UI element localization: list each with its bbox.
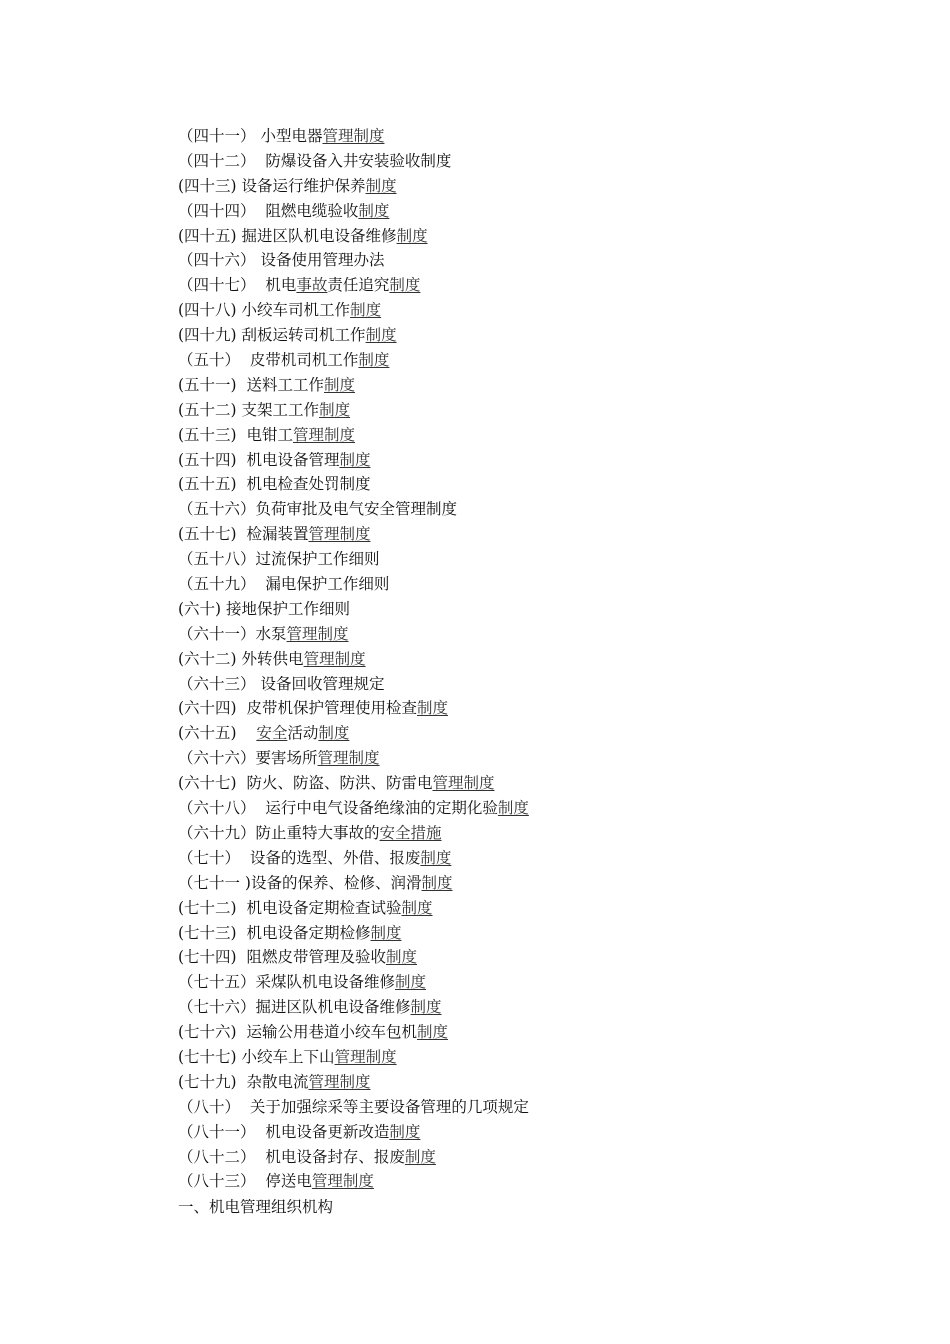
toc-item — [178, 1070, 529, 1095]
toc-item-number: （七十） — [178, 848, 241, 867]
toc-item-number: （五十九） — [178, 575, 256, 594]
toc-item-link[interactable]: 制度 — [410, 998, 442, 1017]
toc-item-spacer — [256, 152, 266, 170]
toc-item — [178, 497, 529, 522]
toc-item-text: 水泵 — [255, 624, 287, 643]
toc-item-number: （六十六） — [178, 749, 256, 768]
toc-item-number: (四十三) — [178, 176, 237, 195]
toc-item — [178, 696, 529, 721]
toc-item-number: （四十四） — [178, 201, 256, 220]
toc-item-link[interactable]: 管理制度 — [334, 1047, 397, 1066]
toc-item-number: （七十六） — [178, 998, 256, 1017]
toc-item-link[interactable]: 制度 — [389, 1122, 421, 1141]
toc-item — [178, 945, 529, 970]
toc-item-link[interactable]: 制度 — [396, 226, 428, 245]
toc-item-text: 阻燃电缆验收 — [265, 201, 359, 220]
toc-item-spacer — [256, 1148, 266, 1166]
toc-item-spacer — [240, 849, 250, 867]
toc-item — [178, 846, 529, 871]
toc-item-text: 停送电 — [265, 1172, 312, 1191]
toc-item — [178, 323, 529, 348]
toc-item-text: 机电设备封存、报废 — [265, 1147, 405, 1166]
toc-item-link[interactable]: 制度 — [421, 873, 453, 892]
toc-item-text: 设备的保养、检修、润滑 — [250, 873, 422, 892]
toc-item-spacer — [256, 799, 266, 817]
toc-item — [178, 298, 529, 323]
toc-item-text: 小绞车上下山 — [241, 1047, 335, 1066]
toc-item-text: 小型电器 — [260, 127, 323, 145]
toc-item-spacer — [237, 376, 247, 394]
toc-item-number: (六十七) — [178, 774, 237, 793]
toc-item-spacer — [237, 724, 257, 742]
toc-item-spacer — [237, 774, 247, 792]
toc-item — [178, 896, 529, 921]
toc-item-link[interactable]: 制度 — [339, 450, 371, 469]
toc-item-text: 外转供电 — [241, 649, 304, 668]
toc-item — [178, 1095, 529, 1120]
toc-item — [178, 597, 529, 622]
toc-item — [178, 522, 529, 547]
toc-item — [178, 124, 529, 149]
toc-item-number: （六十九） — [178, 823, 256, 842]
toc-item-spacer — [240, 1098, 250, 1116]
toc-item-link[interactable]: 管理制度 — [311, 1172, 374, 1191]
toc-item-text: 小绞车司机工作 — [241, 301, 351, 320]
toc-item-number: (五十五) — [178, 475, 237, 494]
toc-item — [178, 622, 529, 647]
toc-item-link[interactable]: 管理制度 — [308, 525, 371, 544]
toc-item-number: （六十八） — [178, 799, 256, 818]
toc-item — [178, 174, 529, 199]
toc-item-text: 掘进区队机电设备维修 — [241, 226, 397, 245]
toc-item — [178, 1169, 529, 1194]
toc-item-spacer — [237, 1073, 247, 1091]
toc-item-text: 支架工工作 — [241, 400, 320, 419]
toc-item-link[interactable]: 管理制度 — [303, 649, 366, 668]
toc-item-spacer — [237, 699, 247, 717]
toc-item-text: 皮带机保护管理使用检查 — [246, 699, 417, 718]
toc-item-spacer — [237, 475, 247, 493]
toc-item-text: 机电设备定期检修 — [246, 923, 371, 942]
toc-item-text: 电钳工 — [246, 425, 293, 444]
toc-item — [178, 1120, 529, 1145]
section-heading: 一、机电管理组织机构 — [178, 1198, 334, 1216]
toc-item — [178, 423, 529, 448]
toc-item — [178, 273, 529, 298]
toc-item-text: 设备的选型、外借、报废 — [249, 848, 421, 867]
toc-item — [178, 771, 529, 796]
toc-item-link[interactable]: 制度 — [416, 699, 448, 718]
toc-item-link[interactable]: 制度 — [420, 848, 452, 867]
toc-item — [178, 1045, 529, 1070]
toc-item-number: （七十一 ) — [178, 873, 251, 892]
toc-item-number: （八十三） — [178, 1172, 256, 1191]
toc-item-number: (七十三) — [178, 923, 237, 942]
toc-item-text: 设备使用管理办法 — [260, 251, 385, 270]
toc-item — [178, 224, 529, 249]
toc-item-text: 防爆设备入井安装验收制度 — [265, 151, 452, 170]
toc-item-spacer — [237, 451, 247, 469]
toc-item — [178, 472, 529, 497]
toc-item-link[interactable]: 管理制度 — [317, 749, 380, 768]
toc-item-number: （五十八） — [178, 550, 256, 569]
toc-item-spacer — [256, 575, 266, 593]
toc-item-text: 责任追究 — [327, 276, 390, 295]
toc-item — [178, 921, 529, 946]
toc-item — [178, 995, 529, 1020]
toc-item-number: (四十九) — [178, 326, 237, 345]
toc-item-text: 掘进区队机电设备维修 — [255, 998, 411, 1017]
toc-item-text: 采煤队机电设备维修 — [255, 973, 396, 992]
toc-item-number: （七十五） — [178, 973, 256, 992]
toc-item-spacer — [240, 351, 250, 369]
toc-item — [178, 647, 529, 672]
toc-item-number: （八十二） — [178, 1147, 256, 1166]
toc-item — [178, 448, 529, 473]
toc-item-number: (六十五) — [178, 724, 237, 743]
toc-item-number: (七十四) — [178, 948, 237, 967]
toc-item-link[interactable]: 管理制度 — [322, 127, 385, 145]
toc-item-number: （六十一） — [178, 624, 256, 643]
toc-item — [178, 871, 529, 896]
table-of-contents — [178, 124, 529, 1194]
toc-item — [178, 248, 529, 273]
toc-item-number: （四十二） — [178, 151, 256, 170]
toc-item — [178, 398, 529, 423]
toc-item-text: 要害场所 — [255, 749, 318, 768]
toc-item-link[interactable]: 制度 — [318, 724, 350, 743]
toc-item — [178, 970, 529, 995]
toc-item-text: 负荷审批及电气安全管理制度 — [255, 500, 458, 519]
toc-item-link[interactable]: 制度 — [350, 301, 382, 320]
toc-item-link[interactable]: 安全 — [256, 724, 288, 743]
toc-item — [178, 373, 529, 398]
toc-item-text: 接地保护工作细则 — [226, 599, 351, 618]
toc-item-link[interactable]: 制度 — [365, 176, 397, 195]
toc-item-text: 运输公用巷道小绞车包机 — [246, 1023, 417, 1042]
toc-item-number: （八十一） — [178, 1122, 256, 1141]
toc-item-link[interactable]: 管理制度 — [292, 425, 355, 444]
toc-item — [178, 796, 529, 821]
toc-item-link[interactable]: 事故 — [296, 276, 328, 295]
toc-item — [178, 821, 529, 846]
toc-item-text: 防止重特大事故的 — [255, 823, 380, 842]
toc-item-number: (六十四) — [178, 699, 237, 718]
toc-item — [178, 199, 529, 224]
toc-item-link[interactable]: 制度 — [358, 351, 390, 370]
toc-item — [178, 721, 529, 746]
toc-item-spacer — [256, 202, 266, 220]
toc-item-text: 刮板运转司机工作 — [241, 326, 366, 345]
toc-item-link[interactable]: 管理制度 — [432, 774, 495, 793]
toc-item-text: 设备运行维护保养 — [241, 176, 366, 195]
toc-item-link[interactable]: 制度 — [358, 201, 390, 220]
toc-item-text: 送料工工作 — [246, 375, 324, 394]
toc-item — [178, 348, 529, 373]
toc-item-text: 检漏装置 — [246, 525, 309, 544]
toc-item-spacer — [237, 948, 247, 966]
toc-item — [178, 547, 529, 572]
toc-item-number: (五十三) — [178, 425, 237, 444]
toc-item-link[interactable]: 制度 — [497, 799, 529, 818]
toc-item-link[interactable]: 制度 — [385, 948, 417, 967]
toc-item-link[interactable]: 制度 — [404, 1147, 436, 1166]
toc-item-number: （四十六） — [178, 251, 256, 270]
toc-item-link[interactable]: 制度 — [401, 898, 433, 917]
toc-item-link[interactable]: 制度 — [319, 400, 351, 419]
toc-item — [178, 746, 529, 771]
toc-item-text: 杂散电流 — [246, 1072, 309, 1091]
toc-item-link[interactable]: 制度 — [395, 973, 427, 992]
toc-item-text: 关于加强综采等主要设备管理的几项规定 — [249, 1097, 529, 1116]
toc-item-spacer — [237, 899, 247, 917]
toc-item-spacer — [237, 1023, 247, 1041]
toc-item-text: 运行中电气设备绝缘油的定期化验 — [265, 799, 498, 818]
toc-item-number: （五十六） — [178, 500, 256, 519]
toc-item — [178, 1020, 529, 1045]
toc-item-spacer — [256, 1123, 266, 1141]
toc-item-link[interactable]: 制度 — [370, 923, 402, 942]
toc-item-number: (七十七) — [178, 1047, 237, 1066]
toc-item-text: 皮带机司机工作 — [249, 351, 359, 370]
toc-item-number: (七十九) — [178, 1072, 237, 1091]
toc-item-number: （六十三） — [178, 674, 256, 693]
toc-item-text: 机电设备定期检查试验 — [246, 898, 402, 917]
toc-item-spacer — [237, 426, 247, 444]
toc-item-number: （四十一） — [178, 127, 256, 145]
toc-item-link[interactable]: 制度 — [416, 1023, 448, 1042]
toc-item-number: (六十二) — [178, 649, 237, 668]
toc-item-number: （四十七） — [178, 276, 256, 295]
toc-item-number: (七十六) — [178, 1023, 237, 1042]
toc-item-text: 机电检查处罚制度 — [246, 475, 371, 494]
toc-item — [178, 672, 529, 697]
toc-item — [178, 572, 529, 597]
toc-item — [178, 149, 529, 174]
toc-item-number: (四十五) — [178, 226, 237, 245]
toc-item-text: 防火、防盗、防洪、防雷电 — [246, 774, 433, 793]
toc-item-text: 机电 — [265, 276, 297, 295]
toc-item-spacer — [256, 1172, 266, 1190]
toc-item-spacer — [237, 924, 247, 942]
toc-item-link[interactable]: 管理制度 — [286, 624, 349, 643]
toc-item-number: (五十四) — [178, 450, 237, 469]
toc-item-link[interactable]: 制度 — [323, 375, 355, 394]
toc-item-link[interactable]: 制度 — [389, 276, 421, 295]
toc-item-text: 机电设备更新改造 — [265, 1122, 390, 1141]
toc-item — [178, 1145, 529, 1170]
toc-item-number: (五十七) — [178, 525, 237, 544]
toc-item-number: (五十一) — [178, 375, 237, 394]
toc-item-spacer — [237, 525, 247, 543]
toc-item-number: (五十二) — [178, 400, 237, 419]
toc-item-number: (七十二) — [178, 898, 237, 917]
toc-item-number: （八十） — [178, 1097, 241, 1116]
toc-item-number: (六十) — [178, 599, 222, 618]
toc-item-spacer — [256, 276, 266, 294]
toc-item-number: （五十） — [178, 351, 241, 370]
toc-item-text: 活动 — [287, 724, 319, 743]
toc-item-link[interactable]: 制度 — [365, 326, 397, 345]
toc-item-text: 漏电保护工作细则 — [265, 575, 390, 594]
toc-item-text: 过流保护工作细则 — [255, 550, 380, 569]
toc-item-text: 机电设备管理 — [246, 450, 340, 469]
toc-item-text: 设备回收管理规定 — [260, 674, 385, 693]
toc-item-link[interactable]: 安全措施 — [379, 823, 442, 842]
toc-item-text: 阻燃皮带管理及验收 — [246, 948, 386, 967]
toc-item-number: (四十八) — [178, 301, 237, 320]
toc-item-link[interactable]: 管理制度 — [308, 1072, 371, 1091]
